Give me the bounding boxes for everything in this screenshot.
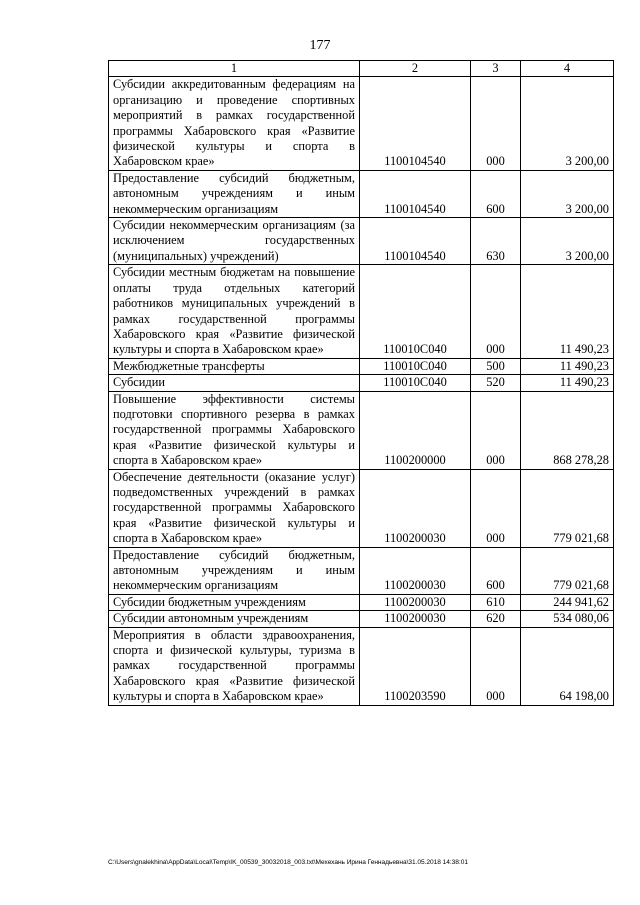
- page-number: 177: [309, 38, 331, 53]
- row-name-cell: Межбюджетные трансферты: [109, 358, 360, 374]
- table-row: [109, 375, 614, 391]
- row-name-cell: Субсидии некоммерческим организациям (за исключением государственных (муниципальных) учреждений): [109, 218, 360, 265]
- row-name-cell: Субсидии автономным учреждениям: [109, 611, 360, 627]
- table-row: [109, 611, 614, 627]
- table-row: [109, 469, 614, 547]
- row-type-cell: 620: [471, 611, 521, 627]
- row-type-cell: 000: [471, 265, 521, 358]
- row-name-cell: Обеспечение деятельности (оказание услуг) подведомственных учреждений в рамках государственной программы Хабаровского края «Развитие физической культуры и спорта в Хабаровском крае»: [109, 469, 360, 547]
- budget-table: [108, 60, 614, 706]
- row-type-cell: 630: [471, 218, 521, 265]
- row-type-cell: 500: [471, 358, 521, 374]
- row-name-cell: Субсидии местным бюджетам на повышение оплаты труда отдельных категорий работников муниципальных учреждений в рамках государственной программы Хабаровского края «Развитие физической культуры и спорта в Хабаровском крае»: [109, 265, 360, 358]
- row-name-cell: Субсидии бюджетным учреждениям: [109, 594, 360, 610]
- row-amount-cell: 3 200,00: [521, 218, 614, 265]
- row-code-cell: 1100200030: [360, 611, 471, 627]
- column-header-type: 3: [471, 61, 521, 77]
- row-type-cell: 000: [471, 391, 521, 469]
- row-code-cell: 1100200000: [360, 391, 471, 469]
- row-code-cell: 1100200030: [360, 469, 471, 547]
- row-name-cell: Повышение эффективности системы подготовки спортивного резерва в рамках государственной программы Хабаровского края «Развитие физической культуры и спорта в Хабаровском крае»: [109, 391, 360, 469]
- table-row: [109, 594, 614, 610]
- column-header-code: 2: [360, 61, 471, 77]
- row-type-cell: 610: [471, 594, 521, 610]
- row-code-cell: 1100104540: [360, 218, 471, 265]
- table-row: [109, 77, 614, 170]
- row-name-cell: Предоставление субсидий бюджетным, автономным учреждениям и иным некоммерческим организациям: [109, 547, 360, 594]
- row-code-cell: 1100203590: [360, 627, 471, 705]
- row-type-cell: 000: [471, 627, 521, 705]
- row-code-cell: 1100104540: [360, 77, 471, 170]
- row-name-cell: Предоставление субсидий бюджетным, автономным учреждениям и иным некоммерческим организациям: [109, 170, 360, 217]
- table-header-row: [109, 61, 614, 77]
- row-amount-cell: 64 198,00: [521, 627, 614, 705]
- row-amount-cell: 868 278,28: [521, 391, 614, 469]
- table-row: [109, 391, 614, 469]
- table-row: [109, 265, 614, 358]
- row-amount-cell: 244 941,62: [521, 594, 614, 610]
- row-type-cell: 000: [471, 469, 521, 547]
- column-header-name: 1: [109, 61, 360, 77]
- row-amount-cell: 3 200,00: [521, 170, 614, 217]
- row-amount-cell: 779 021,68: [521, 547, 614, 594]
- row-amount-cell: 11 490,23: [521, 358, 614, 374]
- row-type-cell: 520: [471, 375, 521, 391]
- row-code-cell: 110010С040: [360, 358, 471, 374]
- table-row: [109, 627, 614, 705]
- column-header-amount: 4: [521, 61, 614, 77]
- row-type-cell: 600: [471, 547, 521, 594]
- row-code-cell: 1100104540: [360, 170, 471, 217]
- row-type-cell: 000: [471, 77, 521, 170]
- table-row: [109, 218, 614, 265]
- table-body: [109, 77, 614, 705]
- table-row: [109, 358, 614, 374]
- row-amount-cell: 11 490,23: [521, 265, 614, 358]
- row-type-cell: 600: [471, 170, 521, 217]
- row-name-cell: Субсидии аккредитованным федерациям на организацию и проведение спортивных мероприятий в рамках государственной программы Хабаровского края «Развитие физической культуры и спорта в Хабаровском крае»: [109, 77, 360, 170]
- file-path-footer: C:\Users\gnalekhina\AppData\Local\Temp\IK_00539_30032018_003.txt\Мехехань Ирина Геннадьевна\31.05.2018 14:38:01: [108, 859, 468, 866]
- row-code-cell: 1100200030: [360, 547, 471, 594]
- table-row: [109, 170, 614, 217]
- row-name-cell: Субсидии: [109, 375, 360, 391]
- row-code-cell: 110010С040: [360, 375, 471, 391]
- row-name-cell: Мероприятия в области здравоохранения, спорта и физической культуры, туризма в рамках государственной программы Хабаровского края «Развитие физической культуры и спорта в Хабаровском крае»: [109, 627, 360, 705]
- row-code-cell: 110010С040: [360, 265, 471, 358]
- row-amount-cell: 779 021,68: [521, 469, 614, 547]
- row-amount-cell: 11 490,23: [521, 375, 614, 391]
- table-row: [109, 547, 614, 594]
- row-amount-cell: 534 080,06: [521, 611, 614, 627]
- row-amount-cell: 3 200,00: [521, 77, 614, 170]
- row-code-cell: 1100200030: [360, 594, 471, 610]
